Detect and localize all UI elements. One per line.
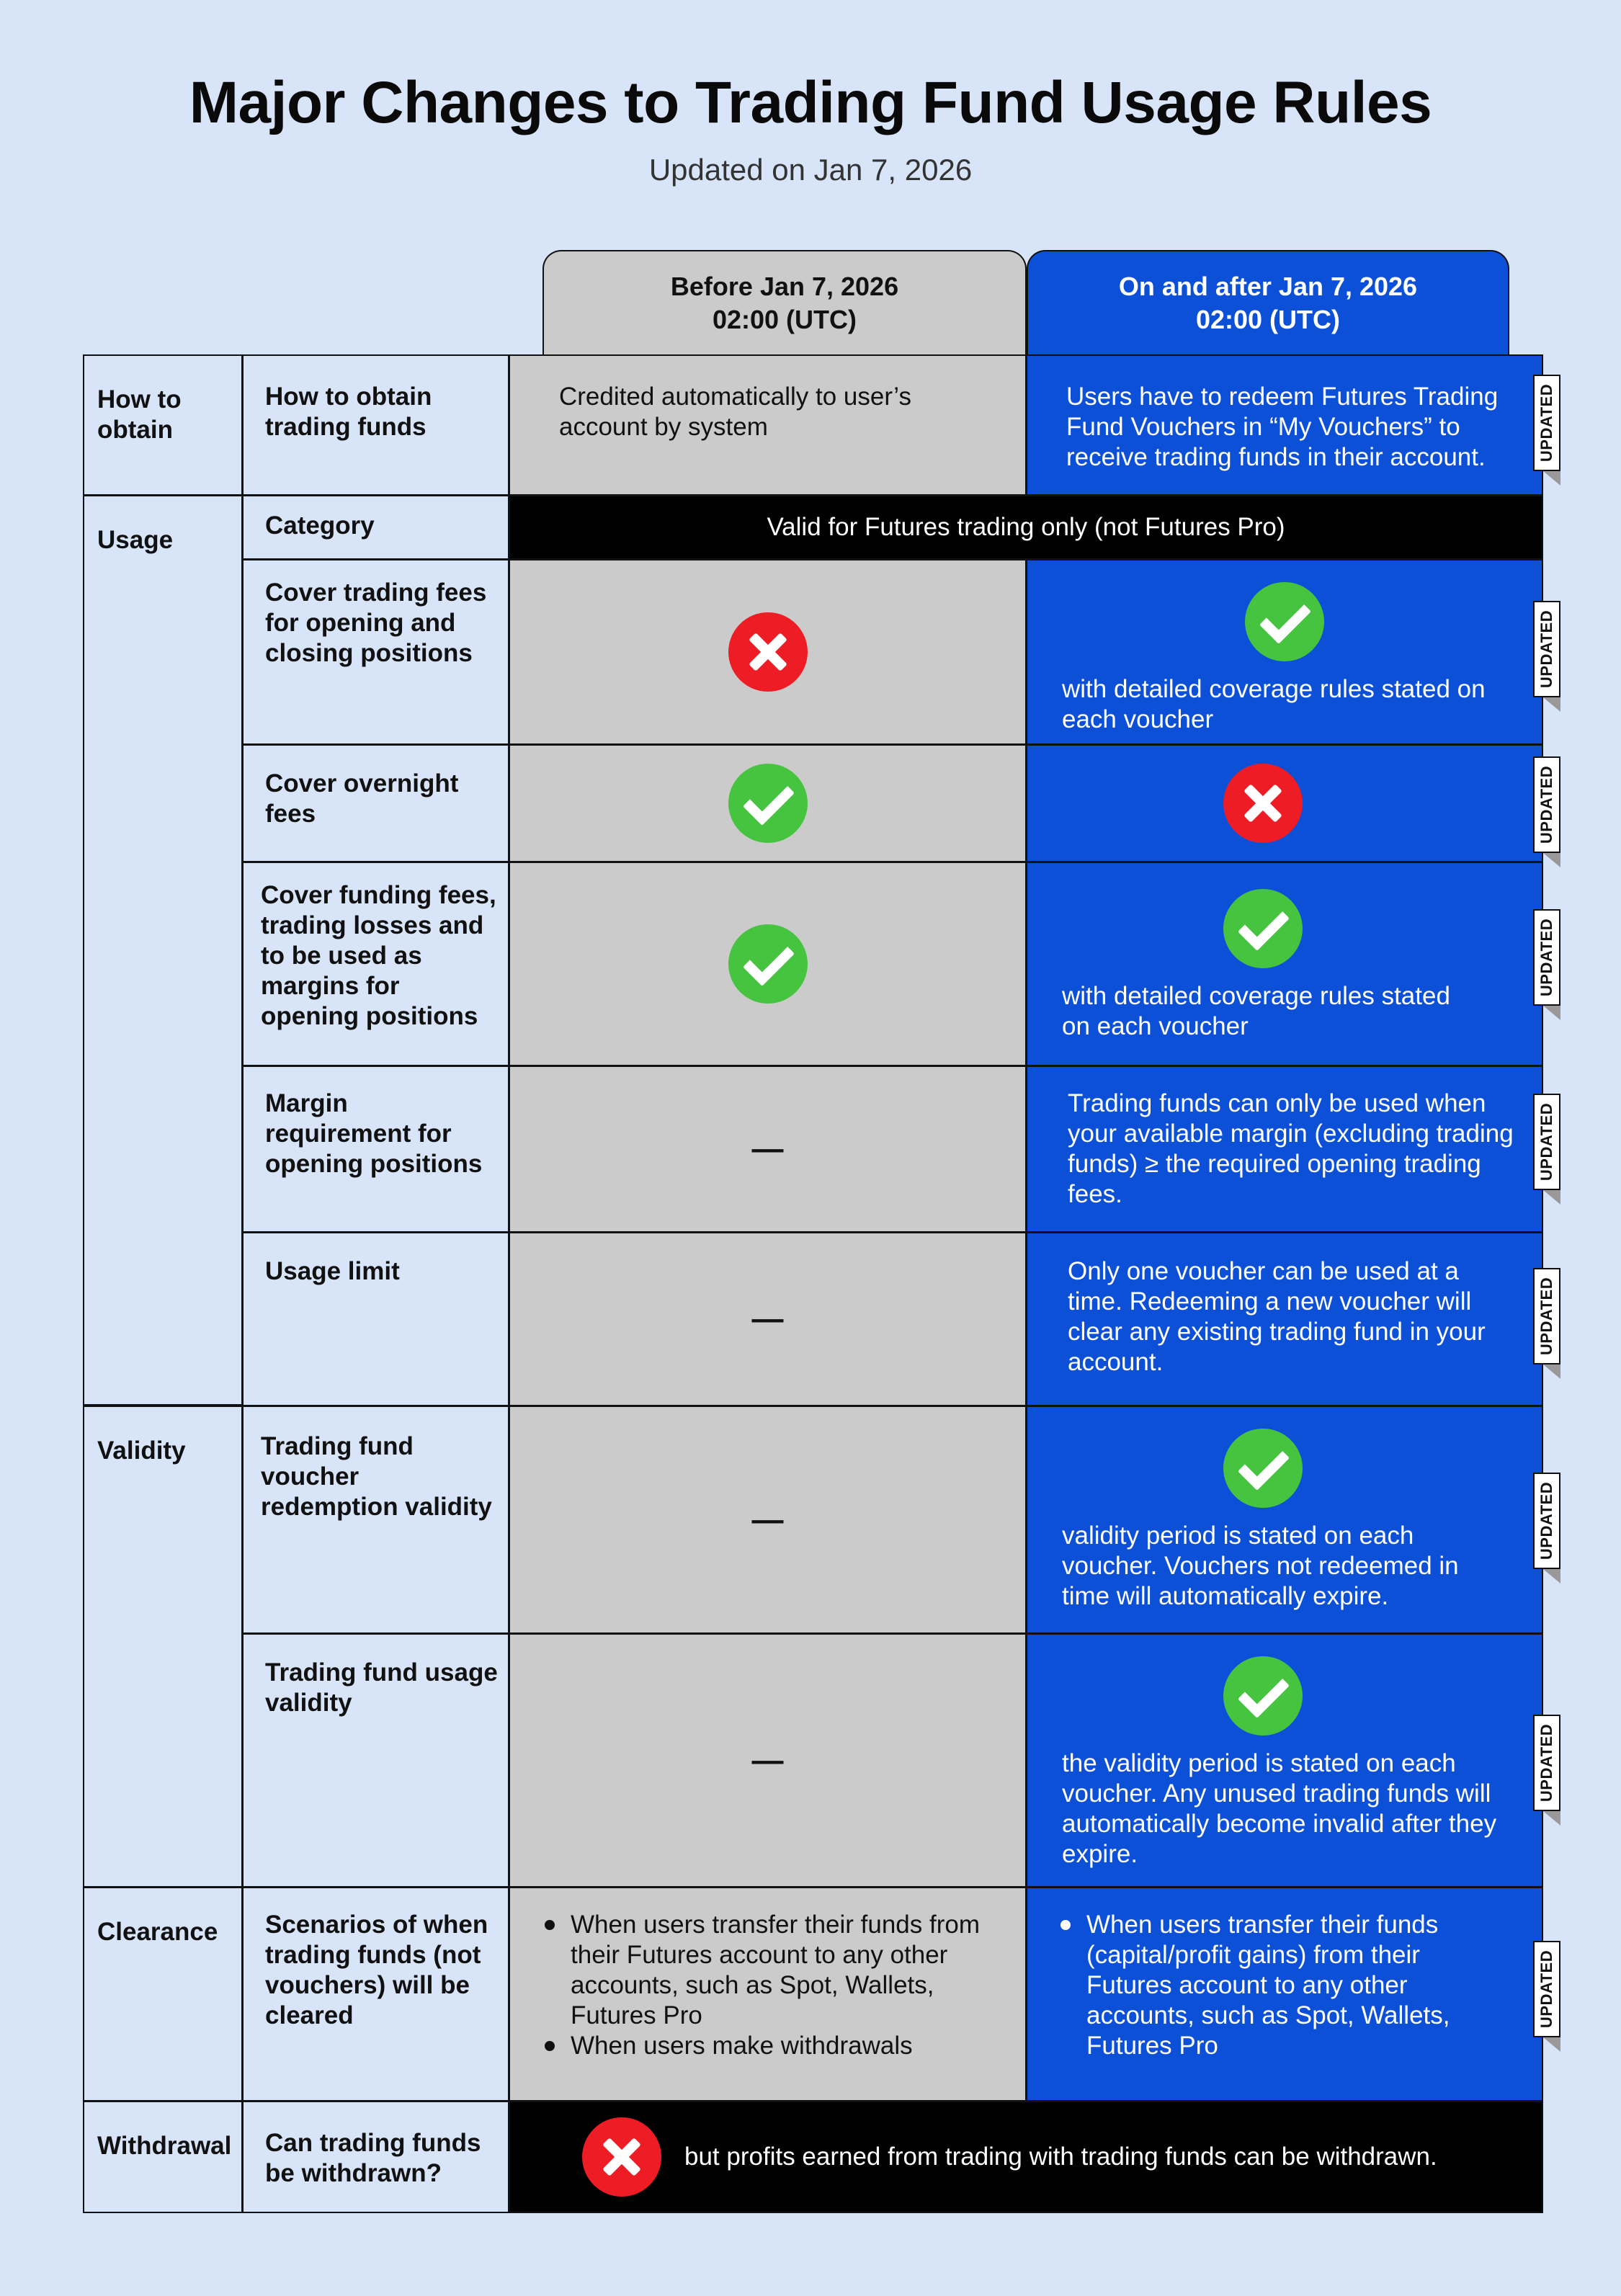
section-withdrawal: Withdrawal [83, 2101, 243, 2213]
updated-badge: UPDATED [1533, 375, 1560, 471]
before-redemption-validity: — [509, 1406, 1027, 1634]
section-validity: Validity [83, 1406, 243, 1888]
section-how-to-obtain: How to obtain [83, 354, 243, 496]
section-clearance: Clearance [83, 1887, 243, 2101]
section-usage: Usage [83, 495, 243, 1406]
check-icon [1223, 1656, 1303, 1736]
updated-badge: UPDATED [1533, 909, 1560, 1006]
list-item: When users make withdrawals [540, 2031, 1008, 2061]
after-usage-limit: Only one voucher can be used at a time. Redeeming a new voucher will clear any existing trading fund in your account. [1026, 1232, 1543, 1406]
check-icon [1223, 889, 1303, 968]
row-label-redemption-validity: Trading fund voucher redemption validity [242, 1406, 509, 1634]
column-header-after: On and after Jan 7, 2026 02:00 (UTC) [1027, 250, 1509, 355]
withdrawal-merged-cell: but profits earned from trading with trading funds can be withdrawn. [509, 2101, 1543, 2213]
updated-badge: UPDATED [1533, 1094, 1560, 1190]
row-label-overnight: Cover overnight fees [242, 744, 509, 862]
after-trading-fees [1026, 559, 1543, 745]
before-trading-fees [509, 559, 1027, 745]
check-icon [1245, 582, 1324, 661]
updated-badge: UPDATED [1533, 1941, 1560, 2037]
before-overnight [509, 744, 1027, 862]
updated-badge: UPDATED [1533, 1715, 1560, 1811]
before-obtain: Credited automatically to user’s account by system [509, 354, 1027, 496]
updated-badge: UPDATED [1533, 756, 1560, 853]
check-icon [1223, 1429, 1303, 1508]
list-item: When users transfer their funds from their Futures account to any other accounts, such as Spot, Wallets, Futures Pro [540, 1910, 1008, 2031]
after-clearance [1026, 1887, 1543, 2101]
after-usage-validity-note: the validity period is stated on each voucher. Any unused trading funds will automatically become invalid after they expire. [1062, 1749, 1497, 1868]
category-merged-cell: Valid for Futures trading only (not Futures Pro) [509, 495, 1543, 560]
row-label-usage-limit: Usage limit [242, 1232, 509, 1406]
after-margin: Trading funds can only be used when your available margin (excluding trading funds) ≥ the required opening trading fees. [1026, 1066, 1543, 1233]
after-obtain: Users have to redeem Futures Trading Fund Vouchers in “My Vouchers” to receive trading funds in their account. [1026, 354, 1543, 496]
list-item: When users transfer their funds (capital/profit gains) from their Futures account to any other accounts, such as Spot, Wallets, Futures Pro [1056, 1910, 1506, 2061]
check-icon [728, 924, 808, 1004]
row-label-trading-fees: Cover trading fees for opening and closing positions [242, 559, 509, 745]
updated-badge: UPDATED [1533, 1268, 1560, 1364]
check-icon [728, 764, 808, 843]
row-label-withdrawal: Can trading funds be withdrawn? [242, 2101, 509, 2213]
before-usage-validity: — [509, 1633, 1027, 1888]
before-clearance [509, 1887, 1027, 2101]
page-title: Major Changes to Trading Fund Usage Rules [189, 70, 1432, 135]
page-subtitle: Updated on Jan 7, 2026 [648, 153, 973, 187]
row-label-obtain: How to obtain trading funds [242, 354, 509, 496]
cross-icon [728, 612, 808, 692]
after-usage-validity [1026, 1633, 1543, 1888]
before-usage-limit: — [509, 1232, 1027, 1406]
row-label-funding: Cover funding fees, trading losses and to be used as margins for opening positions [242, 862, 509, 1066]
after-redemption-validity-note: validity period is stated on each voucher. Vouchers not redeemed in time will automatically expire. [1062, 1522, 1459, 1610]
updated-badge: UPDATED [1533, 601, 1560, 697]
row-label-clearance: Scenarios of when trading funds (not vouchers) will be cleared [242, 1887, 509, 2101]
before-clearance-list [540, 1910, 1008, 2061]
row-label-category: Category [242, 495, 509, 560]
after-clearance-list [1056, 1910, 1506, 2061]
before-funding [509, 862, 1027, 1066]
cross-icon [1223, 764, 1303, 843]
after-funding-note: with detailed coverage rules stated on each voucher [1062, 982, 1450, 1040]
after-funding [1026, 862, 1543, 1066]
updated-badge: UPDATED [1533, 1473, 1560, 1569]
after-overnight [1026, 744, 1543, 862]
before-margin: — [509, 1066, 1027, 1233]
after-redemption-validity [1026, 1406, 1543, 1634]
row-label-usage-validity: Trading fund usage validity [242, 1633, 509, 1888]
cross-icon [582, 2117, 661, 2197]
column-header-before: Before Jan 7, 2026 02:00 (UTC) [542, 250, 1027, 355]
after-trading-fees-note: with detailed coverage rules stated on each voucher [1062, 675, 1486, 733]
row-label-margin: Margin requirement for opening positions [242, 1066, 509, 1233]
